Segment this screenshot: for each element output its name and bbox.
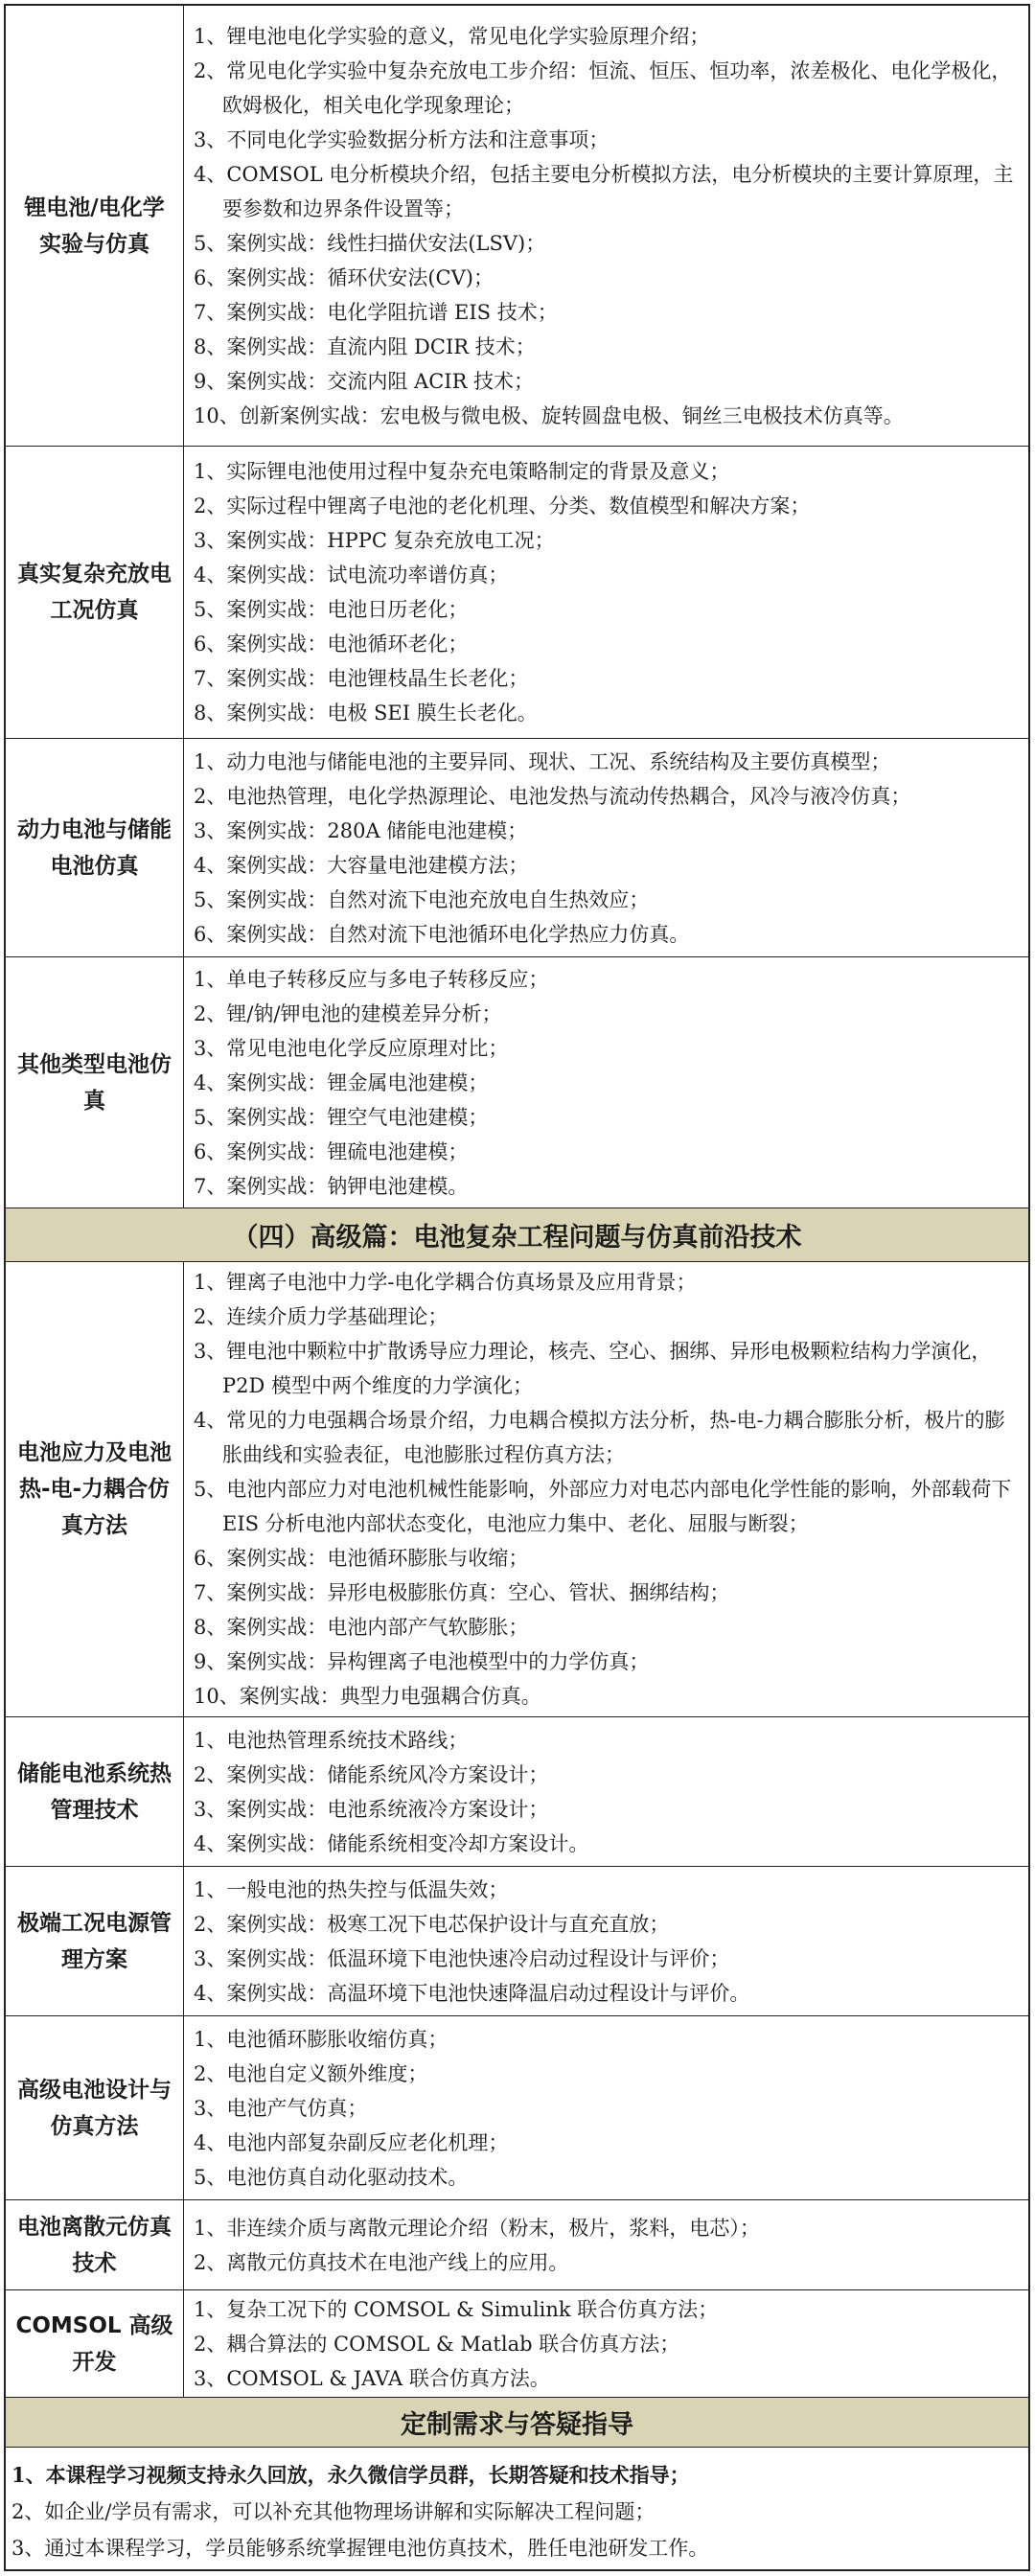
list-item: 2、实际过程中锂离子电池的老化机理、分类、数值模型和解决方案； bbox=[194, 494, 811, 518]
row-items bbox=[184, 739, 1028, 956]
row-items bbox=[184, 2200, 1028, 2289]
table-row bbox=[6, 2290, 1028, 2398]
list-item: 2、连续介质力学基础理论； bbox=[194, 1305, 448, 1328]
row-items bbox=[184, 2290, 1028, 2397]
list-item: 5、电池仿真自动化驱动技术。 bbox=[194, 2165, 469, 2189]
list-item: 3、常见电池电化学反应原理对比； bbox=[194, 1036, 509, 1060]
section-header-advanced: （四）高级篇：电池复杂工程问题与仿真前沿技术 bbox=[6, 1208, 1028, 1262]
row-category: 电池离散元仿真技术 bbox=[6, 2200, 184, 2289]
list-item: 5、案例实战：线性扫描伏安法(LSV)； bbox=[194, 231, 546, 255]
list-item: 5、案例实战：自然对流下电池充放电自生热效应； bbox=[194, 887, 650, 911]
list-item: 4、案例实战：锂金属电池建模； bbox=[194, 1070, 489, 1094]
list-item: 2、电池自定义额外维度； bbox=[194, 2061, 428, 2085]
row-category: COMSOL 高级开发 bbox=[6, 2290, 184, 2397]
list-item: 2、电池热管理，电化学热源理论、电池发热与流动传热耦合，风冷与液冷仿真； bbox=[194, 784, 911, 808]
list-item: 3、案例实战：280A 储能电池建模； bbox=[194, 818, 528, 842]
list-item: 7、案例实战：异形电极膨胀仿真：空心、管状、捆绑结构； bbox=[194, 1581, 730, 1604]
list-item: 9、案例实战：异构锂离子电池模型中的力学仿真； bbox=[194, 1650, 650, 1673]
list-item: 1、单电子转移反应与多电子转移反应； bbox=[194, 967, 549, 991]
list-item: 7、案例实战：电池锂枝晶生长老化； bbox=[194, 667, 529, 690]
row-category: 其他类型电池仿真 bbox=[6, 957, 184, 1208]
list-item: 7、案例实战：电化学阻抗谱 EIS 技术； bbox=[194, 300, 558, 324]
table-row bbox=[6, 1717, 1028, 1867]
list-item: 1、锂电池电化学实验的意义，常见电化学实验原理介绍； bbox=[194, 24, 710, 48]
list-item: 10、创新案例实战：宏电极与微电极、旋转圆盘电极、铜丝三电极技术仿真等。 bbox=[194, 403, 904, 427]
row-items bbox=[184, 1262, 1028, 1716]
list-item: 2、耦合算法的 COMSOL & Matlab 联合仿真方法； bbox=[194, 2332, 680, 2356]
table-row bbox=[6, 957, 1028, 1208]
row-items bbox=[184, 2016, 1028, 2199]
row-category: 真实复杂充放电工况仿真 bbox=[6, 447, 184, 738]
table-row bbox=[6, 1262, 1028, 1717]
list-item: 2、常见电化学实验中复杂充放电工步介绍：恒流、恒压、恒功率，浓差极化、电化学极化，欧姆极化，相关电化学现象理论； bbox=[194, 58, 1012, 117]
list-item: 1、非连续介质与离散元理论介绍（粉末，极片，浆料，电芯）； bbox=[194, 2216, 760, 2240]
row-items bbox=[184, 6, 1028, 446]
list-item: 2、如企业/学员有需求，可以补充其他物理场讲解和实际解决工程问题； bbox=[12, 2500, 656, 2523]
table-row bbox=[6, 6, 1028, 447]
list-item: 3、案例实战：电池系统液冷方案设计； bbox=[194, 1797, 549, 1821]
section-header-custom: 定制需求与答疑指导 bbox=[6, 2398, 1028, 2448]
table-row bbox=[6, 447, 1028, 739]
list-item: 4、常见的力电强耦合场景介绍，力电耦合模拟方法分析，热-电-力耦合膨胀分析，极片的膨胀曲线和实验表征，电池膨胀过程仿真方法； bbox=[194, 1409, 1005, 1466]
list-item: 9、案例实战：交流内阻 ACIR 技术； bbox=[194, 369, 535, 393]
list-item: 3、案例实战：HPPC 复杂充放电工况； bbox=[194, 529, 555, 552]
list-item: 10、案例实战：典型力电强耦合仿真。 bbox=[194, 1685, 541, 1708]
table-row bbox=[6, 2016, 1028, 2200]
row-category: 储能电池系统热管理技术 bbox=[6, 1717, 184, 1866]
list-item: 1、本课程学习视频支持永久回放，永久微信学员群，长期答疑和技术指导； bbox=[12, 2463, 690, 2487]
list-item: 8、案例实战：电池内部产气软膨胀； bbox=[194, 1616, 529, 1639]
list-item: 3、锂电池中颗粒中扩散诱导应力理论，核壳、空心、捆绑、异形电极颗粒结构力学演化，P2D 模型中两个维度的力学演化； bbox=[194, 1340, 992, 1397]
list-item: 4、案例实战：储能系统相变冷却方案设计。 bbox=[194, 1831, 589, 1855]
table-row bbox=[6, 1867, 1028, 2016]
list-item: 6、案例实战：锂硫电池建模； bbox=[194, 1139, 469, 1163]
list-item: 3、COMSOL & JAVA 联合仿真方法。 bbox=[194, 2366, 550, 2390]
list-item: 5、案例实战：锂空气电池建模； bbox=[194, 1105, 489, 1129]
list-item: 5、案例实战：电池日历老化； bbox=[194, 598, 469, 621]
row-category: 高级电池设计与仿真方法 bbox=[6, 2016, 184, 2199]
list-item: 4、电池内部复杂副反应老化机理； bbox=[194, 2130, 509, 2154]
list-item: 8、案例实战：电极 SEI 膜生长老化。 bbox=[194, 702, 538, 724]
list-item: 1、实际锂电池使用过程中复杂充电策略制定的背景及意义； bbox=[194, 460, 730, 483]
list-item: 1、电池热管理系统技术路线； bbox=[194, 1728, 469, 1752]
list-item: 2、离散元仿真技术在电池产线上的应用。 bbox=[194, 2250, 569, 2274]
list-item: 3、不同电化学实验数据分析方法和注意事项； bbox=[194, 127, 610, 151]
list-item: 8、案例实战：直流内阻 DCIR 技术； bbox=[194, 334, 536, 358]
list-item: 1、一般电池的热失控与低温失效； bbox=[194, 1877, 509, 1901]
list-item: 3、案例实战：低温环境下电池快速冷启动过程设计与评价； bbox=[194, 1946, 730, 1970]
row-items bbox=[184, 957, 1028, 1208]
row-items bbox=[184, 1867, 1028, 2015]
list-item: 6、案例实战：电池循环膨胀与收缩； bbox=[194, 1547, 529, 1570]
list-item: 4、案例实战：高温环境下电池快速降温启动过程设计与评价。 bbox=[194, 1981, 750, 2005]
list-item: 6、案例实战：自然对流下电池循环电化学热应力仿真。 bbox=[194, 922, 690, 946]
list-item: 3、通过本课程学习，学员能够系统掌握锂电池仿真技术，胜任电池研发工作。 bbox=[12, 2537, 709, 2560]
row-category: 动力电池与储能电池仿真 bbox=[6, 739, 184, 956]
row-category: 电池应力及电池热-电-力耦合仿真方法 bbox=[6, 1262, 184, 1716]
list-item: 7、案例实战：钠钾电池建模。 bbox=[194, 1174, 469, 1198]
list-item: 1、电池循环膨胀收缩仿真； bbox=[194, 2027, 448, 2051]
list-item: 6、案例实战：电池循环老化； bbox=[194, 632, 469, 656]
list-item: 4、案例实战：试电流功率谱仿真； bbox=[194, 564, 509, 586]
course-outline-table bbox=[4, 4, 1030, 2571]
list-item: 4、案例实战：大容量电池建模方法； bbox=[194, 853, 529, 877]
row-category: 极端工况电源管理方案 bbox=[6, 1867, 184, 2015]
list-item: 2、案例实战：储能系统风冷方案设计； bbox=[194, 1762, 549, 1786]
list-item: 1、动力电池与储能电池的主要异同、现状、工况、系统结构及主要仿真模型； bbox=[194, 749, 891, 773]
list-item: 4、COMSOL 电分析模块介绍，包括主要电分析模拟方法，电分析模块的主要计算原理，主要参数和边界条件设置等； bbox=[194, 162, 1014, 220]
table-row bbox=[6, 739, 1028, 957]
list-item: 5、电池内部应力对电池机械性能影响，外部应力对电芯内部电化学性能的影响，外部载荷下 EIS 分析电池内部状态变化，电池应力集中、老化、屈服与断裂； bbox=[194, 1478, 1012, 1535]
list-item: 1、锂离子电池中力学-电化学耦合仿真场景及应用背景； bbox=[194, 1271, 697, 1294]
row-category: 锂电池/电化学实验与仿真 bbox=[6, 6, 184, 446]
row-items bbox=[184, 447, 1028, 738]
list-item: 1、复杂工况下的 COMSOL & Simulink 联合仿真方法； bbox=[194, 2297, 719, 2321]
list-item: 2、案例实战：极寒工况下电芯保护设计与直充直放； bbox=[194, 1912, 670, 1936]
footer-notes bbox=[6, 2448, 1028, 2569]
list-item: 2、锂/钠/钾电池的建模差异分析； bbox=[194, 1001, 502, 1025]
row-items bbox=[184, 1717, 1028, 1866]
list-item: 6、案例实战：循环伏安法(CV)； bbox=[194, 265, 494, 289]
table-row bbox=[6, 2200, 1028, 2290]
list-item: 3、电池产气仿真； bbox=[194, 2096, 368, 2120]
